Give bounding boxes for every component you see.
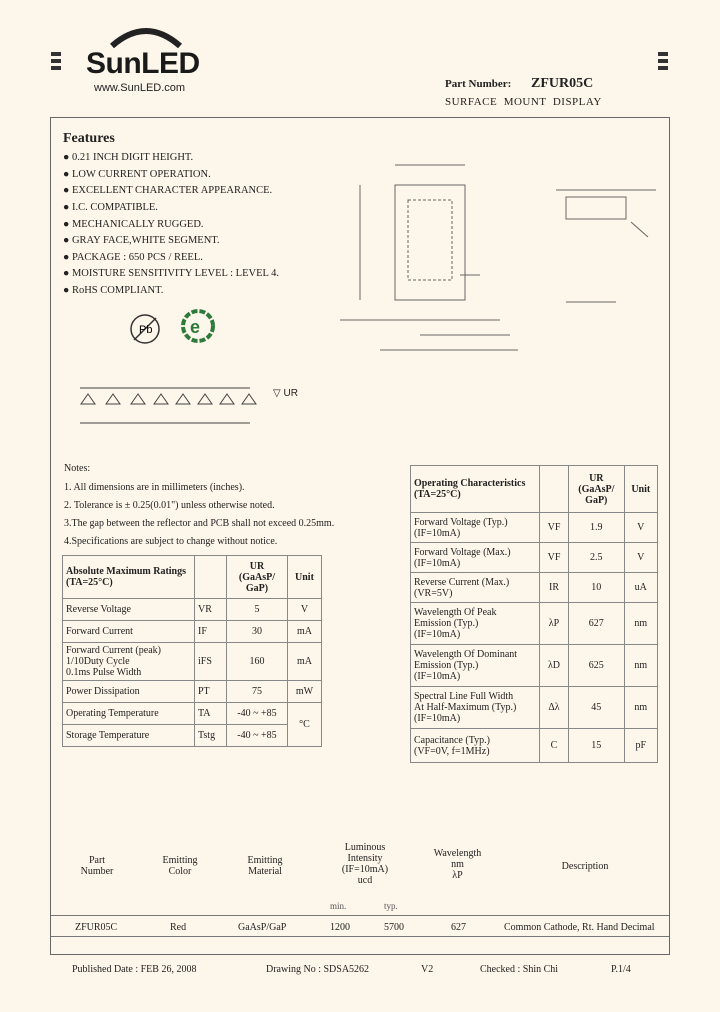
- table-row: [411, 645, 658, 687]
- table-cell: λD: [540, 645, 569, 687]
- table-cell: VF: [540, 543, 569, 573]
- table-cell: TA: [195, 703, 227, 725]
- table-row: [411, 513, 658, 543]
- table-row: [411, 603, 658, 645]
- table-cell: V: [624, 513, 657, 543]
- selection-header: Wavelength nm λP: [433, 848, 482, 881]
- table-cell: Reverse Voltage: [63, 599, 195, 621]
- table-cell: Wavelength Of Peak Emission (Typ.) (IF=10mA): [411, 603, 540, 645]
- selection-cell: Red: [170, 922, 187, 933]
- table-header: Unit: [624, 466, 657, 513]
- circuit-diagram: [75, 378, 275, 436]
- table-row: [63, 681, 322, 703]
- divider: [51, 936, 669, 937]
- feature-item: ● EXCELLENT CHARACTER APPEARANCE.: [63, 185, 273, 196]
- table-cell: IR: [540, 573, 569, 603]
- table-cell: 10: [569, 573, 625, 603]
- table-cell: C: [540, 729, 569, 763]
- table-cell: PT: [195, 681, 227, 703]
- feature-item: ● RoHS COMPLIANT.: [63, 285, 164, 296]
- published-date: Published Date : FEB 26, 2008: [72, 964, 197, 975]
- selection-cell: GaAsP/GaP: [238, 922, 287, 933]
- brand-url[interactable]: www.SunLED.com: [94, 82, 186, 94]
- table-header: [195, 556, 227, 599]
- table-cell: -40 ~ +85: [227, 725, 288, 747]
- table-cell: Spectral Line Full Width At Half-Maximum (Typ.) (IF=10mA): [411, 687, 540, 729]
- header-mark-left: [51, 59, 61, 63]
- table-cell: Forward Voltage (Typ.) (IF=10mA): [411, 513, 540, 543]
- brand-logo: SunLED: [86, 47, 200, 80]
- feature-item: ● LOW CURRENT OPERATION.: [63, 169, 211, 180]
- checked-by: Checked : Shin Chi: [480, 964, 559, 975]
- divider: [51, 915, 669, 916]
- svg-text:Pb: Pb: [139, 324, 153, 336]
- table-cell: iFS: [195, 643, 227, 681]
- table-cell: 625: [569, 645, 625, 687]
- table-cell: V: [287, 599, 321, 621]
- table-cell: VR: [195, 599, 227, 621]
- table-cell: 160: [227, 643, 288, 681]
- table-row: [63, 725, 322, 747]
- table-cell: Forward Current (peak) 1/10Duty Cycle 0.1ms Pulse Width: [63, 643, 195, 681]
- circuit-ur-label: ▽ UR: [273, 388, 298, 399]
- table-cell: Operating Temperature: [63, 703, 195, 725]
- pb-free-icon: [128, 312, 162, 346]
- selection-header: Emitting Material: [247, 855, 283, 877]
- table-cell: mA: [287, 643, 321, 681]
- table-cell: Tstg: [195, 725, 227, 747]
- table-cell: -40 ~ +85: [227, 703, 288, 725]
- feature-item: ● MOISTURE SENSITIVITY LEVEL : LEVEL 4.: [63, 268, 280, 279]
- features-title: Features: [63, 131, 115, 146]
- svg-text:e: e: [190, 317, 201, 337]
- table-cell: 1.9: [569, 513, 625, 543]
- table-cell: 45: [569, 687, 625, 729]
- table-header-row: [411, 466, 658, 513]
- sun-arc-logo-icon: [108, 22, 184, 48]
- table-cell: nm: [624, 603, 657, 645]
- note-item: 3.The gap between the reflector and PCB shall not exceed 0.25mm.: [64, 518, 335, 529]
- table-cell: Storage Temperature: [63, 725, 195, 747]
- table-cell: 30: [227, 621, 288, 643]
- version: V2: [421, 964, 434, 975]
- note-item: 4.Specifications are subject to change without notice.: [64, 536, 278, 547]
- table-row: [63, 599, 322, 621]
- table-header: Unit: [287, 556, 321, 599]
- table-cell: Wavelength Of Dominant Emission (Typ.) (IF=10mA): [411, 645, 540, 687]
- header-mark-right: [658, 59, 668, 63]
- part-number-label: Part Number:: [445, 78, 512, 90]
- package-dimension-drawing: [320, 145, 530, 360]
- table-cell: λP: [540, 603, 569, 645]
- table-cell: Forward Current: [63, 621, 195, 643]
- product-subtitle: SURFACE MOUNT DISPLAY: [445, 96, 602, 108]
- part-number: ZFUR05C: [531, 76, 594, 91]
- selection-header: Part Number: [80, 855, 114, 877]
- selection-subheader: min.: [330, 901, 347, 911]
- selection-cell: Common Cathode, Rt. Hand Decimal: [504, 922, 655, 933]
- table-header: UR (GaAsP/ GaP): [569, 466, 625, 513]
- notes-title: Notes:: [64, 463, 91, 474]
- selection-cell: ZFUR05C: [75, 922, 118, 933]
- table-cell: mA: [287, 621, 321, 643]
- table-row: [63, 643, 322, 681]
- table-row: [411, 573, 658, 603]
- table-cell: mW: [287, 681, 321, 703]
- table-row: [63, 621, 322, 643]
- table-cell: nm: [624, 645, 657, 687]
- table-cell: Power Dissipation: [63, 681, 195, 703]
- abs-max-table: [62, 555, 322, 747]
- table-cell: 5: [227, 599, 288, 621]
- table-row: [411, 687, 658, 729]
- table-row: [63, 703, 322, 725]
- table-cell: 2.5: [569, 543, 625, 573]
- selection-header: Emitting Color: [162, 855, 198, 877]
- table-cell: IF: [195, 621, 227, 643]
- feature-item: ● GRAY FACE,WHITE SEGMENT.: [63, 235, 220, 246]
- selection-cell: 627: [451, 922, 466, 933]
- selection-header: Luminous Intensity (IF=10mA) ucd: [341, 842, 389, 886]
- selection-cell: 1200: [330, 922, 350, 933]
- selection-cell: 5700: [384, 922, 404, 933]
- table-row: [411, 729, 658, 763]
- table-cell: nm: [624, 687, 657, 729]
- feature-item: ● MECHANICALLY RUGGED.: [63, 219, 204, 230]
- table-cell: Reverse Current (Max.) (VR=5V): [411, 573, 540, 603]
- drawing-number: Drawing No : SDSA5262: [266, 964, 370, 975]
- table-header-row: [63, 556, 322, 599]
- header-mark-left: [51, 52, 61, 56]
- table-cell: VF: [540, 513, 569, 543]
- table-cell: 627: [569, 603, 625, 645]
- table-cell: V: [624, 543, 657, 573]
- table-header: Operating Characteristics (TA=25°C): [411, 466, 540, 513]
- header-mark-right: [658, 66, 668, 70]
- feature-item: ● 0.21 INCH DIGIT HEIGHT.: [63, 152, 194, 163]
- table-cell: °C: [287, 703, 321, 747]
- side-view-drawing: [556, 182, 660, 314]
- rohs-compliant-icon: [180, 308, 216, 344]
- table-cell: uA: [624, 573, 657, 603]
- feature-item: ● PACKAGE : 650 PCS / REEL.: [63, 252, 203, 263]
- table-row: [411, 543, 658, 573]
- table-cell: Capacitance (Typ.) (VF=0V, f=1MHz): [411, 729, 540, 763]
- operating-characteristics-table: [410, 465, 658, 763]
- table-header: UR (GaAsP/ GaP): [227, 556, 288, 599]
- table-cell: pF: [624, 729, 657, 763]
- header-mark-left: [51, 66, 61, 70]
- selection-subheader: typ.: [384, 901, 398, 911]
- table-cell: Δλ: [540, 687, 569, 729]
- feature-item: ● I.C. COMPATIBLE.: [63, 202, 158, 213]
- table-cell: 15: [569, 729, 625, 763]
- note-item: 2. Tolerance is ± 0.25(0.01") unless otherwise noted.: [64, 500, 275, 511]
- table-header: [540, 466, 569, 513]
- page-number: P.1/4: [611, 964, 631, 975]
- table-cell: Forward Voltage (Max.) (IF=10mA): [411, 543, 540, 573]
- selection-header: Description: [561, 861, 609, 872]
- note-item: 1. All dimensions are in millimeters (inches).: [64, 482, 245, 493]
- table-cell: 75: [227, 681, 288, 703]
- table-header: Absolute Maximum Ratings (TA=25°C): [63, 556, 195, 599]
- header-mark-right: [658, 52, 668, 56]
